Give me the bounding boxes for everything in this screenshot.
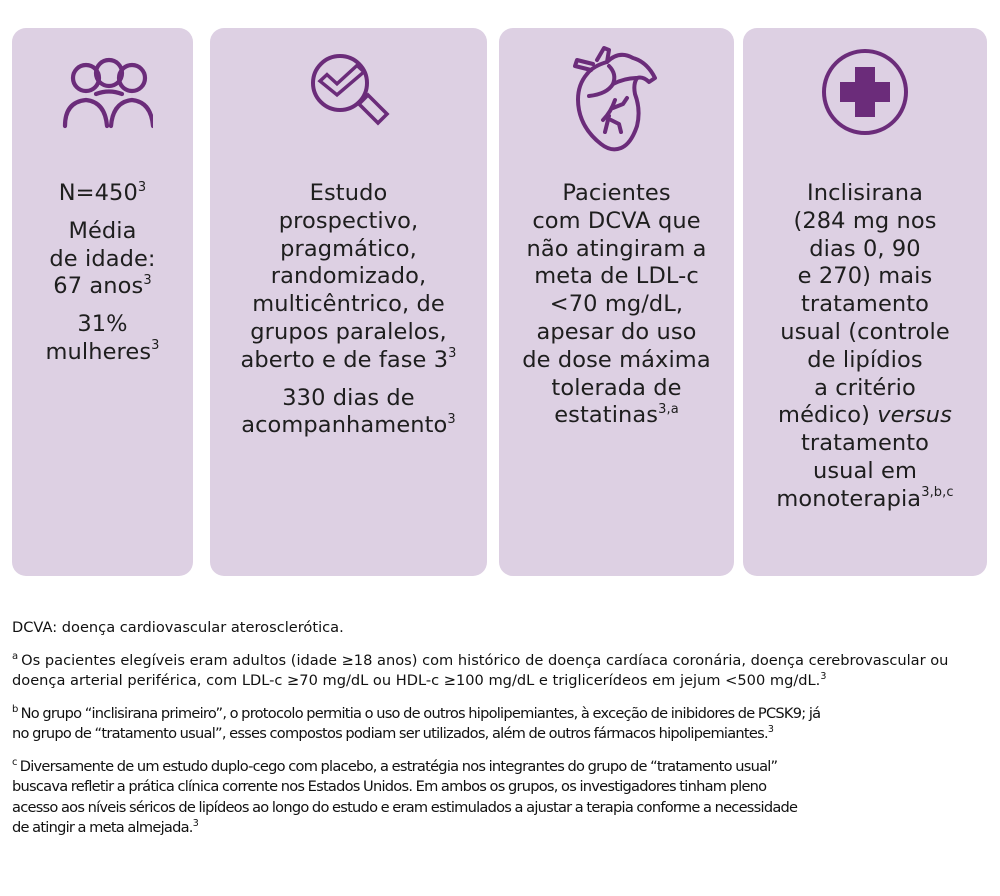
magnifier-check-icon — [210, 42, 487, 142]
footnotes — [12, 618, 992, 851]
card-patients — [499, 28, 734, 576]
card-treatment — [743, 28, 987, 576]
card-population — [12, 28, 193, 576]
footnote-c: $^c$ Diversamente de um estudo duplo-cego com placebo, a estratégia nos integrantes do grupo de “tratamento usual” buscava refletir a prática clínica corrente nos Estados Unidos. Em ambos os grupos, os investigadores tinham pleno acesso aos níveis séricos de lipídeos ao longo do estudo e eram estimulados a ajustar a terapia conforme a necessidade de atingir a meta almejada.$^3$ — [12, 756, 798, 836]
card-study-design — [210, 28, 487, 576]
footnote-b: $^b$ No grupo “inclisirana primeiro”, o protocolo permitia o uso de outros hipolipemiantes, à exceção de inibidores de PCSK9; já no grupo de “tratamento usual”, esses compostos podiam ser utilizados, além de outros fármacos hipolipemiantes.$^3$ — [12, 703, 821, 742]
footnote-abbreviation: DCVA: doença cardiovascular aterosclerótica. — [12, 619, 344, 636]
study-design-text: Estudo prospectivo, pragmático, randomizado, multicêntrico, de grupos paralelos, aberto e de fase $3^3$ 330 dias de acompanhamento$^3$ — [240, 180, 457, 439]
patients-text: Pacientes com DCVA que não atingiram a meta de LDL-c <70 mg/dL, apesar do uso de dose máxima tolerada de estatinas$^{3,a}$ — [522, 180, 711, 429]
medical-cross-icon — [743, 42, 987, 142]
heart-anatomy-icon — [499, 40, 734, 140]
footnote-a: $^a$ Os pacientes elegíveis eram adultos (idade ≥18 anos) com histórico de doença cardíaca coronária, doença cerebrovascular ou doença arterial periférica, com LDL-c ≥70 mg/dL ou HDL-c ≥100 mg/dL e triglicerídeos em jejum <500 mg/dL.$^3$ — [12, 650, 949, 689]
treatment-text: Inclisirana (284 mg nos dias 0, 90 e 270) mais tratamento usual (controle de lipídios a critério médico) versus tratamento usual em monoterapia$^{3,b,c}$ — [776, 180, 954, 512]
people-group-icon — [12, 42, 193, 142]
population-text: $N=450^3$ Média de idade: 67 anos$^3$ 31% mulheres$^3$ — [45, 179, 160, 365]
